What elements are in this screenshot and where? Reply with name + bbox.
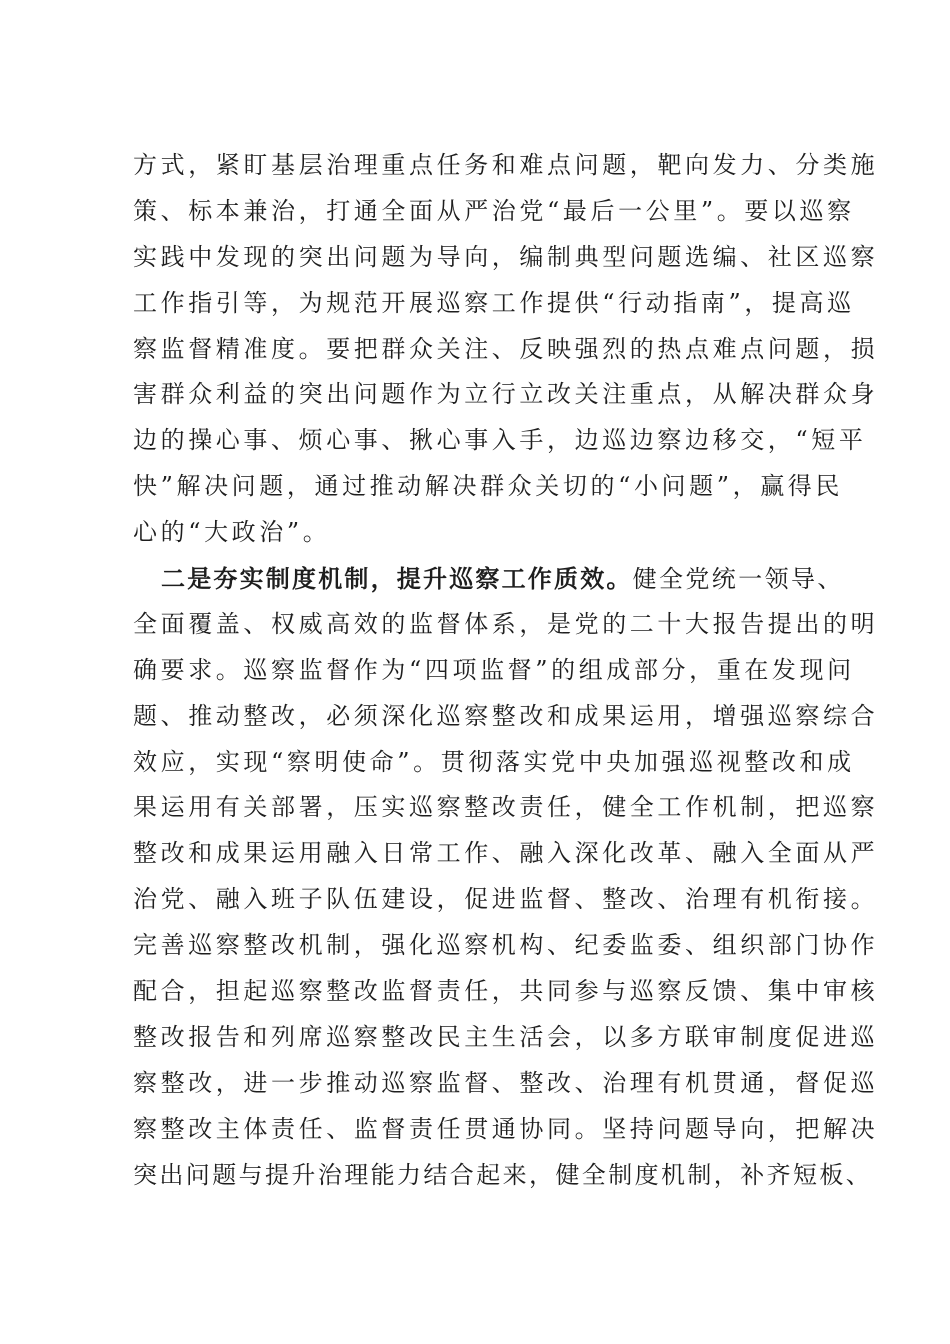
text-line: 完善巡察整改机制，强化巡察机构、纪委监委、组织部门协作 (133, 931, 879, 960)
text-line: 全面覆盖、权威高效的监督体系，是党的二十大报告提出的明 (133, 609, 879, 638)
text-line: 治党、融入班子队伍建设，促进监督、整改、治理有机衔接。 (133, 885, 879, 914)
text-line: 察监督精准度。要把群众关注、反映强烈的热点难点问题，损 (133, 334, 879, 363)
text-line: 突出问题与提升治理能力结合起来，健全制度机制，补齐短板、 (133, 1160, 873, 1189)
text-line: 方式，紧盯基层治理重点任务和难点问题，靶向发力、分类施 (133, 151, 879, 179)
text-line: 策、标本兼治，打通全面从严治党“最后一公里”。要以巡察 (133, 196, 855, 225)
text-line: 察整改，进一步推动巡察监督、整改、治理有机贯通，督促巡 (133, 1068, 879, 1097)
body-text (133, 143, 879, 1198)
text-line: 配合，担起巡察整改监督责任，共同参与巡察反馈、集中审核 (133, 977, 879, 1006)
paragraph-1 (133, 143, 879, 556)
text-line: 心的“大政治”。 (133, 518, 331, 547)
paragraph-2 (133, 556, 879, 1198)
paragraph-first-line-text: 健全党统一领导、 (632, 565, 844, 594)
text-line: 整改报告和列席巡察整改民主生活会，以多方联审制度促进巡 (133, 1022, 879, 1051)
paragraph-first-line (133, 556, 844, 602)
paragraph-heading: 二是夯实制度机制，提升巡察工作质效。 (161, 564, 633, 594)
text-line: 整改和成果运用融入日常工作、融入深化改革、融入全面从严 (133, 839, 879, 868)
text-line: 察整改主体责任、监督责任贯通协同。坚持问题导向，把解决 (133, 1114, 879, 1143)
text-line: 快”解决问题，通过推动解决群众关切的“小问题”，赢得民 (133, 472, 844, 501)
text-line: 害群众利益的突出问题作为立行立改关注重点，从解决群众身 (133, 380, 879, 409)
text-line: 边的操心事、烦心事、揪心事入手，边巡边察边移交，“短平 (133, 426, 867, 455)
text-line: 效应，实现“察明使命”。贯彻落实党中央加强巡视整改和成 (133, 747, 855, 776)
text-line: 题、推动整改，必须深化巡察整改和成果运用，增强巡察综合 (133, 701, 879, 730)
text-line: 实践中发现的突出问题为导向，编制典型问题选编、社区巡察 (133, 242, 879, 271)
text-line: 确要求。巡察监督作为“四项监督”的组成部分，重在发现问 (133, 655, 855, 684)
text-line: 果运用有关部署，压实巡察整改责任，健全工作机制，把巡察 (133, 793, 879, 822)
text-line: 工作指引等，为规范开展巡察工作提供“行动指南”，提高巡 (133, 288, 855, 317)
